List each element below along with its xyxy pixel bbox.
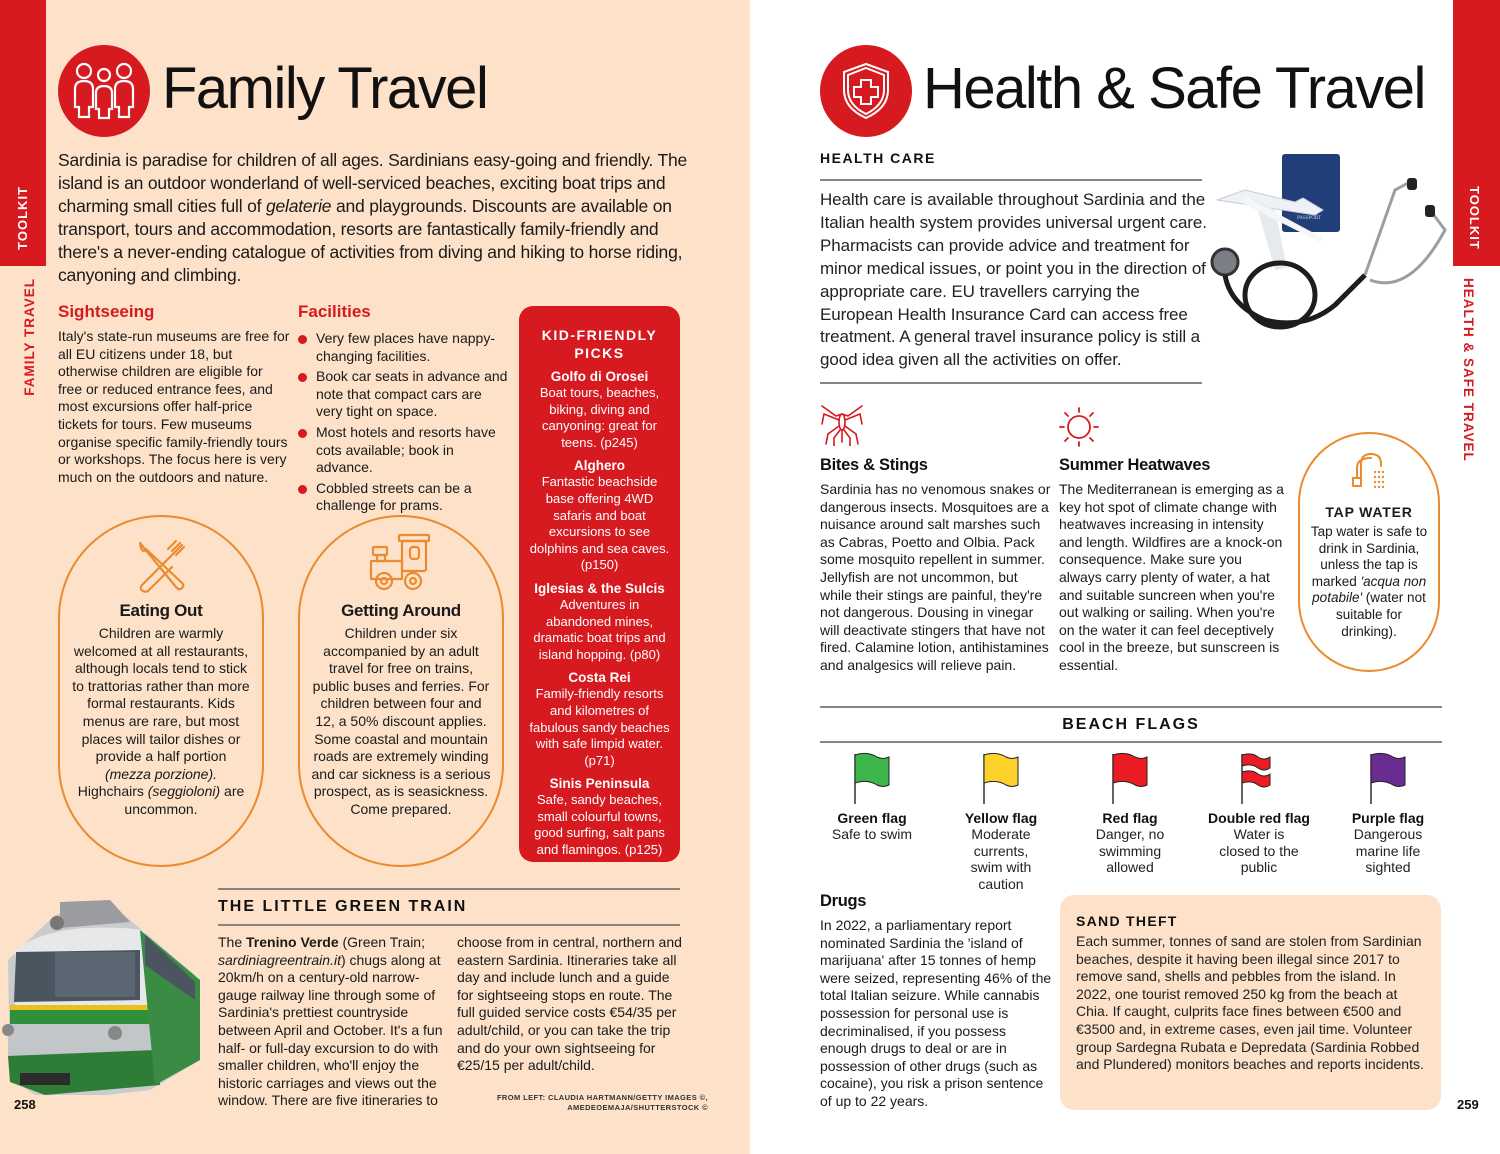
picks-heading: KID-FRIENDLY PICKS bbox=[541, 327, 658, 361]
bullet-icon bbox=[298, 373, 307, 382]
divider bbox=[820, 382, 1202, 384]
facilities-heading: Facilities bbox=[298, 302, 371, 321]
sand-theft-heading: SAND THEFT bbox=[1076, 913, 1178, 929]
eating-out-heading: Eating Out bbox=[119, 601, 203, 620]
right-page-health-safe-travel bbox=[750, 0, 1500, 1154]
green-train-col2: choose from in central, northern and eastern Sardinia. Itineraries take all day and include lunch and a guide for sightseeing stops en route. The full guided service costs €54/35 per adult/child, or you can take the trip and do your own sightseeing for €25/15 per adult/child. bbox=[457, 934, 682, 1074]
divider bbox=[820, 741, 1442, 743]
stethoscope-passport-photo bbox=[1205, 150, 1455, 350]
page-title: Health & Safe Travel bbox=[923, 56, 1425, 121]
divider bbox=[820, 706, 1442, 708]
eating-out-card bbox=[58, 515, 264, 867]
cutlery-icon bbox=[136, 539, 186, 593]
sightseeing-body: Italy's state-run museums are free for all EU citizens under 18, but otherwise children are eligible for free or reduced entrance fees, and most excursions offer half-price tickets for tours. Few museums organise specific family-friendly tours or workshops. The focus here is very much on the outdoors and nature. bbox=[58, 328, 290, 485]
tap-icon bbox=[1349, 450, 1389, 490]
side-tab-section-label: TOOLKIT bbox=[15, 186, 30, 250]
flag-name: Purple flag bbox=[1351, 810, 1425, 826]
flag-name: Red flag bbox=[1102, 810, 1158, 826]
tap-water-heading: TAP WATER bbox=[1325, 504, 1413, 520]
pick-name: Alghero bbox=[573, 458, 625, 474]
side-tab-chapter-label: HEALTH & SAFE TRAVEL bbox=[1461, 278, 1476, 462]
flag-icon bbox=[1105, 752, 1155, 806]
drugs-body: In 2022, a parliamentary report nominated Sardinia the 'island of marijuana' after 15 tonnes of hemp were seized, representing 46% of the total Italian seizure. While cannabis possession for personal use is decriminalised, if you possess enough drugs to deal or are in possession of other drugs (such as cocaine), you risk a prison sentence of up to 22 years. bbox=[820, 917, 1052, 1109]
page-number: 259 bbox=[1457, 1097, 1479, 1112]
list-item: Very few places have nappy-changing facilities. bbox=[298, 330, 510, 365]
facilities-list bbox=[298, 330, 510, 518]
eating-out-body: Children are warmly welcomed at all restaurants, although locals tend to stick to trattorias rather than more formal restaurants. Kids menus are rare, but most places will tailor dishes or provide a half portion (mezza porzione). Highchairs (seggioloni) are uncommon. bbox=[72, 625, 250, 817]
bites-stings-heading: Bites & Stings bbox=[820, 456, 928, 474]
pick-item bbox=[527, 669, 672, 769]
divider bbox=[820, 179, 1202, 181]
getting-around-heading: Getting Around bbox=[341, 601, 461, 620]
flag-description: Safe to swim bbox=[831, 826, 913, 842]
flag-name: Yellow flag bbox=[964, 810, 1038, 826]
flag-icon bbox=[976, 752, 1026, 806]
flag-description: Danger, no swimming allowed bbox=[1095, 826, 1165, 875]
tap-water-card bbox=[1298, 432, 1440, 672]
side-tab-section-label: TOOLKIT bbox=[1467, 186, 1482, 250]
page-number: 258 bbox=[14, 1097, 36, 1112]
list-item: Most hotels and resorts have cots available; book in advance. bbox=[298, 424, 510, 477]
pick-desc: Family-friendly resorts and kilometres of fabulous sandy beaches with safe limpid water. (p71) bbox=[529, 686, 670, 768]
green-train-photo bbox=[0, 890, 205, 1095]
toy-train-icon bbox=[369, 533, 433, 593]
beach-flag-item bbox=[1323, 752, 1453, 876]
pick-name: Costa Rei bbox=[568, 670, 631, 686]
flag-name: Double red flag bbox=[1208, 810, 1310, 826]
pick-name: Golfo di Orosei bbox=[550, 369, 649, 384]
flag-icon bbox=[847, 752, 897, 806]
medical-shield-icon bbox=[820, 45, 912, 137]
green-train-heading: THE LITTLE GREEN TRAIN bbox=[218, 898, 468, 915]
beach-flag-item bbox=[1065, 752, 1195, 876]
pick-desc: Adventures in abandoned mines, dramatic boat trips and island hopping. (p80) bbox=[533, 596, 666, 662]
pick-name: Iglesias & the Sulcis bbox=[534, 580, 665, 596]
flag-description: Water is closed to the public bbox=[1219, 826, 1299, 875]
list-item: Cobbled streets can be a challenge for prams. bbox=[298, 480, 510, 515]
bullet-icon bbox=[298, 485, 307, 494]
page-title: Family Travel bbox=[162, 56, 488, 121]
flag-name: Green flag bbox=[837, 810, 907, 826]
pick-desc: Fantastic beachside base offering 4WD safaris and boat excursions to see dolphins and sea caves. (p150) bbox=[529, 474, 670, 573]
mosquito-icon bbox=[820, 404, 864, 451]
beach-flag-item bbox=[936, 752, 1066, 892]
health-care-heading: HEALTH CARE bbox=[820, 150, 936, 166]
heatwaves-heading: Summer Heatwaves bbox=[1059, 456, 1211, 474]
divider bbox=[218, 888, 680, 890]
pick-name: Sinis Peninsula bbox=[549, 776, 650, 792]
list-item: Book car seats in advance and note that compact cars are very tight on space. bbox=[298, 368, 510, 421]
intro-paragraph: Sardinia is paradise for children of all ages. Sardinians easy-going and friendly. The island is an outdoor wonderland of well-serviced beaches, exciting boat trips and charming small cities full of gelaterie and playgrounds. Discounts are available on transport, tours and accommodation, resorts are fantastically family-friendly and there's a never-ending catalogue of activities from diving and hiking to horse riding, canyoning and climbing. bbox=[58, 150, 688, 285]
sand-theft-body: Each summer, tonnes of sand are stolen from Sardinian beaches, despite it having been illegal since 2017 to remove sand, shells and pebbles from the island. In 2022, one tourist removed 250 kg from the beach at Chia. If caught, culprits face fines between €500 and €3500 and, in extreme cases, even jail time. Volunteer group Sardegna Rubata e Depredata (Sardinia Robbed and Plundered) monitors beaches and reports incidents. bbox=[1076, 933, 1424, 1073]
family-icon bbox=[58, 45, 150, 137]
photo-credit: FROM LEFT: CLAUDIA HARTMANN/GETTY IMAGES ©, AMEDEOEMAJA/SHUTTERSTOCK © bbox=[496, 1093, 708, 1112]
pick-item bbox=[527, 457, 672, 574]
side-tab-chapter-label: FAMILY TRAVEL bbox=[22, 278, 37, 396]
flag-description: Dangerous marine life sighted bbox=[1353, 826, 1423, 875]
sand-theft-box bbox=[1060, 895, 1441, 1110]
kid-friendly-picks-box bbox=[519, 306, 680, 862]
getting-around-body: Children under six accompanied by an adult travel for free on trains, public buses and ferries. For children between four and 12, a 50% discount applies. Some coastal and mountain roads are extremely winding and car sickness is a serious prospect, as is seasickness. Come prepared. bbox=[311, 625, 491, 817]
bites-stings-body: Sardinia has no venomous snakes or dangerous insects. Mosquitoes are a nuisance around salt marshes such as Cabras, Poetto and Olbia. Pack some mosquito repellent in summer. Jellyfish are not uncommon, but while their stings are painful, they're not dangerous. Dousing in vinegar will deactivate stingers that have not fired. Calamine lotion, antihistamines and analgesics will relieve pain. bbox=[820, 481, 1051, 673]
pick-desc: Boat tours, beaches, biking, diving and canyoning: great for teens. (p245) bbox=[539, 385, 660, 450]
beach-flags-heading: BEACH FLAGS bbox=[1062, 716, 1200, 733]
drugs-heading: Drugs bbox=[820, 892, 867, 910]
pick-item bbox=[527, 775, 672, 858]
beach-flag-item bbox=[1194, 752, 1324, 876]
divider bbox=[218, 924, 680, 926]
heatwaves-body: The Mediterranean is emerging as a key hot spot of climate change with heatwaves increasing in intensity and length. Wildfires are a knock-on consequence. Make sure you always carry plenty of water, a hat and suitable suncreen when you're out walking or sailing. When you're on the water it can feel deceptively cool in the breeze, but sunscreen is essential. bbox=[1059, 481, 1284, 673]
tap-water-body: Tap water is safe to drink in Sardinia, unless the tap is marked 'acqua non potabile' (water not suitable for drinking). bbox=[1310, 524, 1428, 639]
getting-around-card bbox=[298, 515, 504, 867]
flag-icon bbox=[1363, 752, 1413, 806]
flag-description: Moderate currents, swim with caution bbox=[970, 826, 1032, 892]
beach-flag-item bbox=[807, 752, 937, 843]
sun-icon bbox=[1058, 406, 1100, 453]
toolkit-side-tab bbox=[1453, 0, 1500, 266]
pick-item bbox=[527, 368, 672, 451]
bullet-icon bbox=[298, 429, 307, 438]
pick-item bbox=[527, 580, 672, 663]
flag-icon bbox=[1234, 752, 1284, 806]
sightseeing-heading: Sightseeing bbox=[58, 302, 155, 321]
green-train-col1: The Trenino Verde (Green Train; sardiniagreentrain.it) chugs along at 20km/h on a century-old narrow-gauge railway line through some of Sardinia's prettiest countryside between April and October. It's a fun half- or full-day excursion to do with smaller children, who'll enjoy the historic carriages and views out the window. There are five itineraries to bbox=[218, 934, 443, 1109]
toolkit-side-tab bbox=[0, 0, 46, 266]
health-care-body: Health care is available throughout Sardinia and the Italian health system provides universal urgent care. Pharmacists can provide advice and treatment for minor medical issues, or point you in the direction of appropriate care. EU travellers carrying the European Health Insurance Card can access free treatment. A general travel insurance policy is still a good idea given all the activities on offer. bbox=[820, 190, 1207, 370]
bullet-icon bbox=[298, 335, 307, 344]
passport-label: PASSPORT bbox=[1297, 216, 1321, 221]
pick-desc: Safe, sandy beaches, small colourful towns, good surfing, salt pans and flamingos. (p125) bbox=[534, 792, 665, 858]
